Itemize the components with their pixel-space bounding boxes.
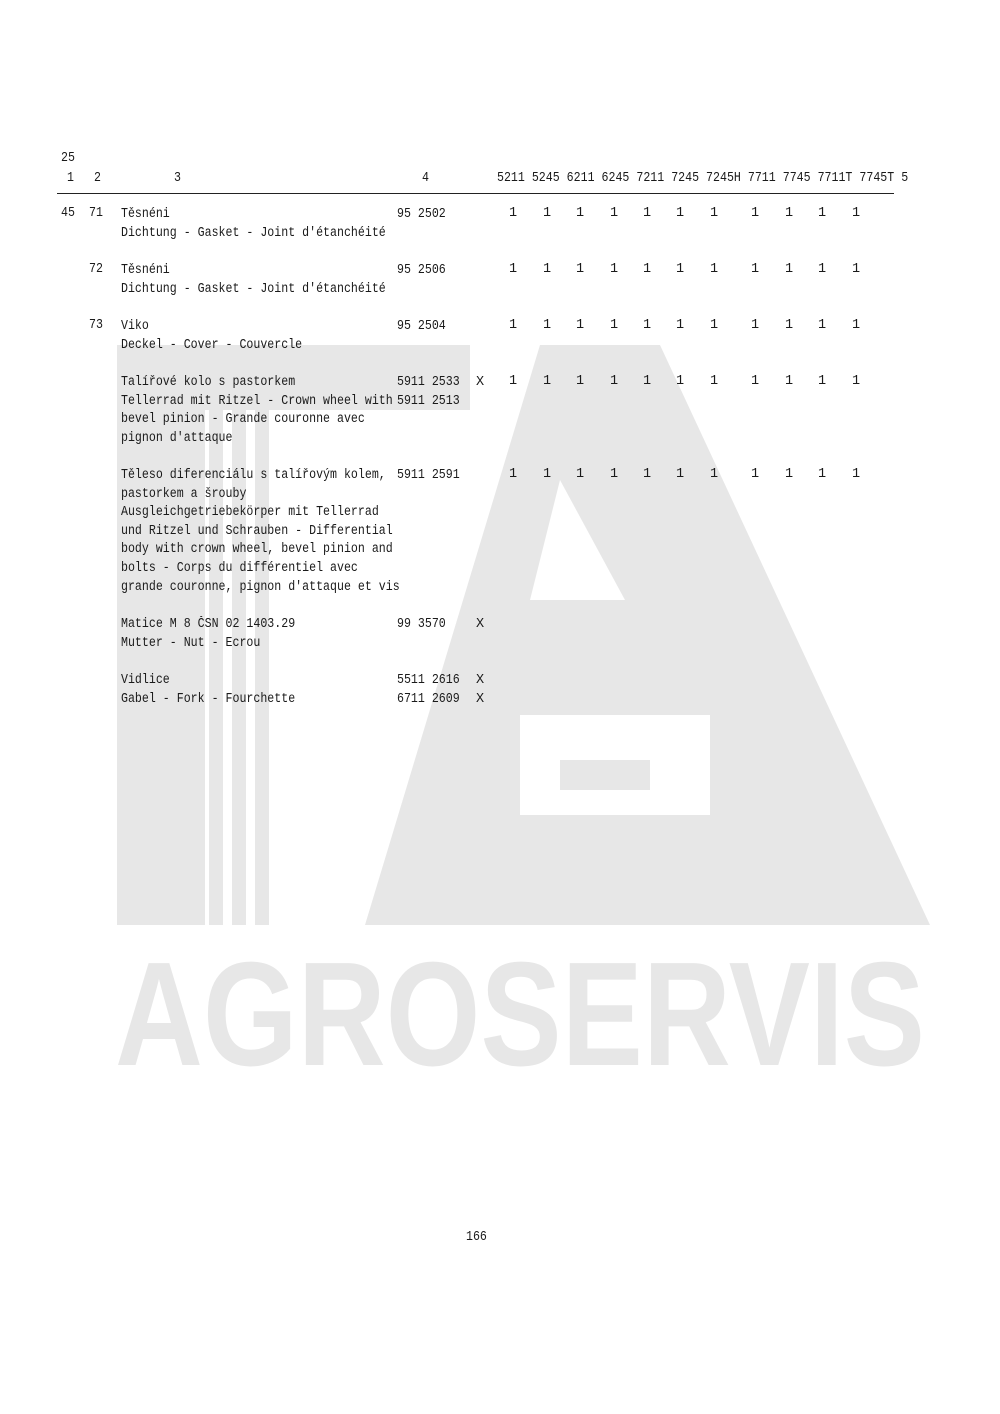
watermark-text: AGROSERVIS [115, 932, 925, 1097]
header-divider [57, 193, 894, 194]
column-header-4: 4 [422, 171, 429, 186]
page-number: 166 [466, 1230, 487, 1245]
column-header-1: 1 [67, 171, 74, 186]
section-number: 25 [61, 151, 75, 166]
part-code: 95 2504 [397, 319, 446, 334]
part-description: Těsnéni Dichtung - Gasket - Joint d'étanchéité [121, 263, 386, 297]
replacement-mark: X X [476, 673, 485, 707]
figure-number: 45 [61, 206, 75, 221]
part-description: Vidlice Gabel - Fork - Fourchette [121, 673, 296, 707]
part-code: 95 2506 [397, 263, 446, 278]
part-description: Matice M 8 ČSN 02 1403.29 Mutter - Nut - Ecrou [121, 617, 296, 651]
part-description: Viko Deckel - Cover - Couvercle [121, 319, 303, 353]
column-header-2: 2 [94, 171, 101, 186]
position-number: 72 [89, 262, 103, 277]
replacement-mark: X [476, 375, 485, 390]
replacement-mark: X [476, 617, 485, 632]
part-description: Těleso diferenciálu s talířovým kolem, pastorkem a šrouby Ausgleichgetriebekörper mit Tellerrad und Ritzel und Schrauben - Differential body with crown wheel, bevel pinion and bolts - Corps du différentiel avec grande couronne, pignon d'attaque et vis [121, 468, 400, 595]
part-code: 95 2502 [397, 207, 446, 222]
part-code: 99 3570 [397, 617, 446, 632]
model-header: 5211 5245 6211 6245 7211 7245 7245H 7711 7745 7711T 7745T 5 [497, 171, 909, 186]
part-code: 5911 2591 [397, 468, 460, 483]
position-number: 73 [89, 318, 103, 333]
column-header-3: 3 [174, 171, 181, 186]
part-code: 5511 2616 6711 2609 [397, 673, 460, 707]
part-code: 5911 2533 5911 2513 [397, 375, 460, 409]
part-description: Těsnéni Dichtung - Gasket - Joint d'étanchéité [121, 207, 386, 241]
position-number: 71 [89, 206, 103, 221]
part-description: Talířové kolo s pastorkem Tellerrad mit Ritzel - Crown wheel with bevel pinion - Grande couronne avec pignon d'attaque [121, 375, 393, 446]
parts-catalog-page: 25 1 2 3 4 5211 5245 6211 6245 7211 7245 7245H 7711 7745 7711T 7745T 5 45 71 Těsnéni Dichtung - Gasket - Joint d'étanchéité 95 2502 1 1 1 1 1 1 1 1 1 1 1 72 Těsnéni Dichtung - Gasket - Joint d'étanchéité 95 2506 1 1 1 1 1 1 1 1 1 1 1 73 Viko Deckel - Cover - Couvercle 95 2504 1 1 1 1 1 1 1 1 1 1 1 Talířové kolo s pastorkem Tellerrad mit Ritzel - Crown wheel with bevel pinion - Grande couronne avec pignon d'attaque 5911 2533 5911 2513 X 1 1 1 1 1 1 1 1 1 1 1 Těleso diferenciálu s talířovým kolem, pastorkem a šrouby Ausgleichgetriebekörper mit Tellerrad und Ritzel und Schrauben - Differential body with crown wheel, bevel pinion and bolts - Corps du différentiel avec grande couronne, pignon d'attaque et vis 5911 2591 1 1 1 1 1 1 1 1 1 1 1 Matice M 8 ČSN 02 1403.29 Mutter - Nut - Ecrou 99 3570 X Vidlice Gabel - Fork - Fourchette 5511 2616 6711 2609 X X 166 [0, 0, 1000, 1414]
